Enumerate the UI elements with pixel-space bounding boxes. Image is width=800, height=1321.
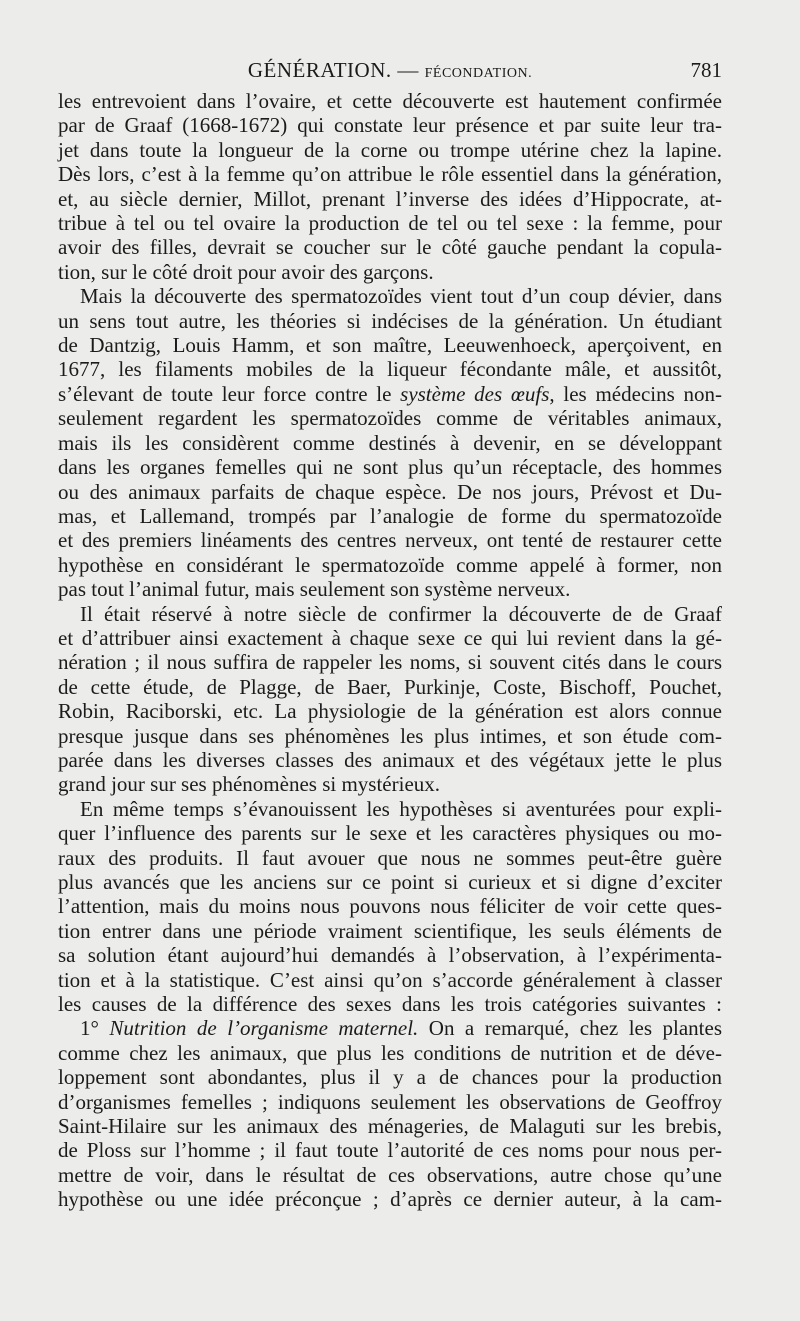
text-line: de Dantzig, Louis Hamm, et son maître, Leeuwenhoeck, aperçoivent, en bbox=[58, 333, 722, 358]
text-line: loppement sont abondantes, plus il y a de chances pour la production bbox=[58, 1065, 722, 1090]
text-line: un sens tout autre, les théories si indécises de la génération. Un étudiant bbox=[58, 308, 722, 333]
text-line: nération ; il nous suffira de rappeler les noms, si souvent cités dans le cours bbox=[58, 650, 722, 675]
text-line: presque jusque dans ses phénomènes les plus intimes, et son étude com- bbox=[58, 723, 722, 748]
text-line: seulement regardent les spermatozoïdes comme de véritables animaux, bbox=[58, 406, 722, 431]
text-line: comme chez les animaux, que plus les conditions de nutrition et de déve- bbox=[58, 1040, 722, 1065]
text-line: plus avancés que les anciens sur ce point si curieux et si digne d’exciter bbox=[58, 870, 722, 894]
text-line: quer l’influence des parents sur le sexe et les caractères physiques ou mo- bbox=[58, 821, 722, 846]
text-run: On a remarqué, chez les plantes bbox=[418, 1016, 722, 1041]
text-run: 1° bbox=[80, 1016, 110, 1041]
text-line: mais ils les considèrent comme destinés à devenir, en se développant bbox=[58, 430, 722, 455]
text-line: sa solution étant aujourd’hui demandés à l’observation, à l’expérimenta- bbox=[58, 943, 722, 968]
text-line: et des premiers linéaments des centres nerveux, ont tenté de restaurer cette bbox=[58, 528, 722, 553]
running-title-section: FÉCONDATION. bbox=[424, 66, 533, 81]
text-run: , les médecins non- bbox=[549, 381, 722, 406]
text-line: ou des animaux parfaits de chaque espèce. De nos jours, Prévost et Du- bbox=[58, 479, 722, 504]
text-line: jet dans toute la longueur de la corne ou trompe utérine chez la lapine. bbox=[58, 137, 722, 162]
text-line: les entrevoient dans l’ovaire, et cette découverte est hautement confirmée bbox=[58, 89, 722, 113]
text-line: d’organismes femelles ; indiquons seulement les observations de Geoffroy bbox=[58, 1089, 722, 1114]
text-run: s’élevant de toute leur force contre le bbox=[58, 381, 401, 406]
italic-heading: Nutrition de l’organisme maternel. bbox=[109, 1016, 419, 1041]
text-line: les causes de la différence des sexes dans les trois catégories suivantes : bbox=[58, 992, 722, 1017]
text-line: tion et à la statistique. C’est ainsi qu’on s’accorde généralement à classer bbox=[58, 967, 722, 992]
text-line: dans les organes femelles qui ne sont plus qu’un réceptacle, des hommes bbox=[58, 455, 722, 480]
text-line: raux des produits. Il faut avouer que nous ne sommes peut-être guère bbox=[58, 845, 722, 870]
italic-phrase: système des œufs bbox=[400, 381, 550, 406]
text-line: Robin, Raciborski, etc. La physiologie de la génération est alors connue bbox=[58, 699, 722, 724]
running-title-main: GÉNÉRATION. bbox=[247, 58, 392, 82]
text-line: Saint-Hilaire sur les animaux des ménageries, de Malaguti sur les brebis, bbox=[58, 1114, 722, 1139]
text-line bbox=[58, 382, 722, 406]
text-line: et d’attribuer ainsi exactement à chaque sexe ce qui lui revient dans la gé- bbox=[58, 625, 722, 650]
text-line: grand jour sur ses phénomènes si mystérieux. bbox=[58, 772, 441, 797]
page-header bbox=[58, 58, 722, 86]
text-line: 1677, les filaments mobiles de la liqueur fécondante mâle, et aussitôt, bbox=[58, 357, 722, 382]
text-line: pas tout l’animal futur, mais seulement son système nerveux. bbox=[58, 577, 571, 602]
text-line: parée dans les diverses classes des animaux et des végétaux jette le plus bbox=[58, 747, 722, 772]
running-title bbox=[58, 58, 722, 83]
text-line: mettre de voir, dans le résultat de ces observations, autre chose qu’une bbox=[58, 1162, 722, 1187]
text-line: mas, et Lallemand, trompés par l’analogie de forme du spermatozoïde bbox=[58, 503, 722, 528]
text-line: de cette étude, de Plagge, de Baer, Purkinje, Coste, Bischoff, Pouchet, bbox=[58, 674, 722, 699]
text-line: hypothèse en considérant le spermatozoïde comme appelé à former, non bbox=[58, 552, 722, 577]
text-line: hypothèse ou une idée préconçue ; d’après ce dernier auteur, à la cam- bbox=[58, 1187, 722, 1212]
text-line: Mais la découverte des spermatozoïdes vient tout d’un coup dévier, dans bbox=[80, 284, 722, 309]
text-line bbox=[58, 1016, 722, 1040]
text-line: avoir des filles, devrait se coucher sur le côté gauche pendant la copula- bbox=[58, 235, 722, 260]
running-title-separator: — bbox=[397, 58, 419, 82]
text-line: de Ploss sur l’homme ; il faut toute l’autorité de ces noms pour nous per- bbox=[58, 1138, 722, 1163]
text-line: Il était réservé à notre siècle de confirmer la découverte de de Graaf bbox=[80, 601, 722, 626]
text-line: En même temps s’évanouissent les hypothèses si aventurées pour expli- bbox=[80, 796, 722, 821]
text-line: tion, sur le côté droit pour avoir des garçons. bbox=[58, 259, 434, 284]
text-line: Dès lors, c’est à la femme qu’on attribue le rôle essentiel dans la génération, bbox=[58, 162, 722, 187]
body-text bbox=[58, 89, 722, 1212]
text-line: l’attention, mais du moins nous pouvons nous féliciter de voir cette ques- bbox=[58, 894, 722, 919]
text-line: tion entrer dans une période vraiment scientifique, les seuls éléments de bbox=[58, 918, 722, 943]
text-line: et, au siècle dernier, Millot, prenant l’inverse des idées d’Hippocrate, at- bbox=[58, 186, 722, 211]
text-line: par de Graaf (1668-1672) qui constate leur présence et par suite leur tra- bbox=[58, 113, 722, 138]
text-line: tribue à tel ou tel ovaire la production de tel ou tel sexe : la femme, pour bbox=[58, 211, 722, 236]
page-number: 781 bbox=[690, 58, 722, 82]
